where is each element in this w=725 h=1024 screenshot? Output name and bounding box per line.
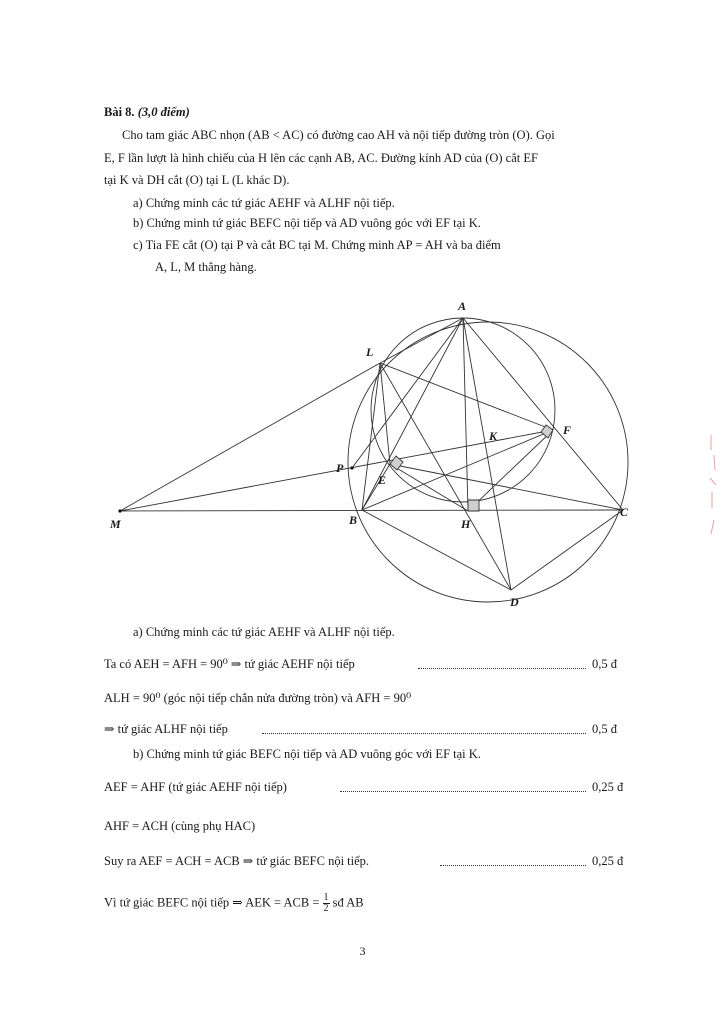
circle-ah — [371, 318, 555, 502]
solution-line-3: ⇒ tứ giác ALHF nội tiếp — [104, 722, 228, 736]
part-c-cont: A, L, M thẳng hàng. — [155, 260, 257, 274]
problem-number: Bài 8. — [104, 105, 135, 119]
statement-line-1: Cho tam giác ABC nhọn (AB < AC) có đường cao AH và nội tiếp đường tròn (O). Gọi — [122, 128, 555, 142]
dot-leader — [340, 791, 586, 792]
solution-line-6: Suy ra AEF = ACH = ACB ⇒ tứ giác BEFC nội tiếp. — [104, 854, 370, 868]
problem-points: (3,0 điểm) — [137, 105, 190, 119]
part-b: b) Chứng minh tứ giác BEFC nội tiếp và AD vuông góc với EF tại K. — [133, 216, 481, 230]
part-c: c) Tia FE cắt (O) tại P và cắt BC tại M. Chứng minh AP = AH và ba điểm — [133, 238, 501, 252]
label-f: F — [563, 423, 572, 437]
score-2: 0,5 đ — [592, 722, 617, 736]
dot-leader — [440, 865, 586, 866]
score-1: 0,5 đ — [592, 657, 617, 671]
line-7-text: Vì tứ giác BEFC nội tiếp ⇒ AEK = ACB = — [104, 895, 323, 910]
label-c: C — [620, 505, 629, 519]
page-number: 3 — [359, 944, 366, 958]
fraction-denominator: 2 — [323, 903, 329, 914]
score-4: 0,25 đ — [592, 854, 624, 868]
solution-line-5: AHF = ACH (cùng phụ HAC) — [104, 819, 256, 833]
label-d: D — [510, 595, 519, 609]
line-7-tail: sđ AB — [332, 895, 364, 910]
fraction-one-half — [323, 893, 330, 914]
label-h: H — [461, 517, 471, 531]
label-l: L — [366, 345, 374, 359]
solution-part-b-heading: b) Chứng minh tứ giác BEFC nội tiếp và AD vuông góc với EF tại K. — [133, 747, 481, 761]
statement-line-3: tại K và DH cắt (O) tại L (L khác D). — [104, 173, 290, 187]
label-k: K — [489, 429, 498, 443]
solution-line-4: AEF = AHF (tứ giác AEHF nội tiếp) — [104, 780, 287, 794]
stamp-mark-icon — [708, 430, 718, 550]
label-m: M — [110, 517, 121, 531]
solution-line-2: ALH = 90⁰ (góc nội tiếp chắn nửa đường tròn) và AFH = 90⁰ — [104, 691, 412, 705]
solution-part-a-heading: a) Chứng minh các tứ giác AEHF và ALHF nội tiếp. — [133, 625, 395, 639]
problem-title — [104, 104, 190, 120]
label-p: P — [336, 461, 344, 475]
solution-line-7 — [104, 893, 364, 914]
solution-line-1: Ta có AEH = AFH = 90⁰ ⇒ tứ giác AEHF nội tiếp — [104, 657, 355, 671]
label-a: A — [458, 299, 467, 313]
part-a: a) Chứng minh các tứ giác AEHF và ALHF nội tiếp. — [133, 196, 395, 210]
label-e: E — [378, 473, 387, 487]
geometry-figure — [0, 290, 725, 640]
label-b: B — [349, 513, 358, 527]
fraction-numerator: 1 — [323, 892, 329, 903]
dot-leader — [418, 668, 586, 669]
score-3: 0,25 đ — [592, 780, 624, 794]
statement-line-2: E, F lần lượt là hình chiếu của H lên các cạnh AB, AC. Đường kính AD của (O) cắt EF — [104, 151, 538, 165]
dot-leader — [262, 733, 586, 734]
